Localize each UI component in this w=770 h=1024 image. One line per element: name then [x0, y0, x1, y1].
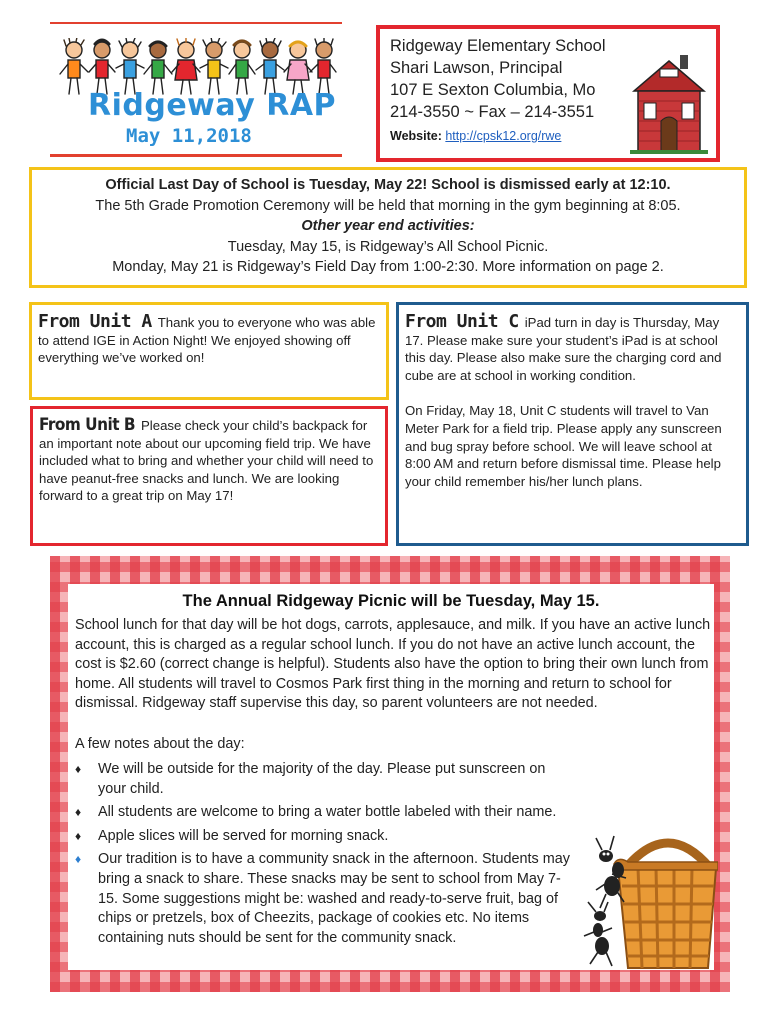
list-item [75, 803, 575, 823]
unit-c-heading: From Unit C [405, 311, 519, 332]
bullet-text: We will be outside for the majority of the day. Please put sunscreen on your child. [98, 761, 546, 797]
picnic-body: School lunch for that day will be hot dogs, carrots, applesauce, and milk. If you have an active lunch account, this is charged as a regular school lunch. If you do not have an active lunch account, the cost is $2.60 (correct change is helpful). Students also have the option to bring their own lunch from home. All students will travel to Cosmos Park first thing in the morning and return to school for dismissal. Ridgeway staff supervise this day, so parent volunteers are not needed. [75, 617, 711, 712]
promotion-notice: The 5th Grade Promotion Ceremony will be held that morning in the gym beginning at 8:05. [95, 197, 681, 214]
announcement-box [29, 167, 747, 288]
website-line [390, 129, 561, 143]
website-link[interactable]: http://cpsk12.org/rwe [445, 129, 562, 143]
last-day-notice: Official Last Day of School is Tuesday, May 22! School is dismissed early at 12:10. [105, 177, 671, 193]
school-info-box [376, 25, 720, 162]
field-day-notice: Monday, May 21 is Ridgeway’s Field Day from 1:00-2:30. More information on page 2. [112, 259, 664, 275]
unit-a-text: Thank you to everyone who was able to attend IGE in Action Night! We enjoyed showing off everything we’ve worked on! [38, 315, 376, 366]
phone-fax: 214-3550 ~ Fax – 214-3551 [390, 103, 595, 121]
school-name: Ridgeway Elementary School [390, 37, 606, 55]
newsletter-title: Ridgeway RAP [88, 88, 337, 123]
diamond-bullet-icon: ♦ [75, 762, 82, 776]
diamond-bullet-icon: ♦ [75, 828, 82, 843]
unit-b-box [30, 406, 388, 546]
other-activities-heading: Other year end activities: [301, 218, 475, 234]
unit-c-box [396, 302, 749, 546]
bullet-text: Apple slices will be served for morning snack. [98, 827, 389, 844]
unit-b-text: Please check your child’s backpack for an important note about our upcoming field trip. We have included what to bring and whether your child will need to have peanut-free snacks and lunch. We are looking forward to a great trip on May 17! [39, 418, 374, 504]
picnic-basket-with-ants-icon [578, 828, 718, 973]
newsletter-date: May 11,2018 [126, 125, 252, 147]
bullet-text: Our tradition is to have a community snack in the afternoon. Students may bring a snack to share. These snacks may be sent to school from May 7-15. Some suggestions might be: washed and ready-to-serve fruit, bag of chips or pretzels, box of Cheezits, package of cookies etc. No items containing nuts should be sent for the community snack. [98, 851, 570, 946]
picnic-title: The Annual Ridgeway Picnic will be Tuesday, May 15. [182, 592, 600, 610]
diamond-bullet-icon: ♦ [75, 852, 82, 867]
list-item [75, 827, 575, 847]
masthead [40, 18, 340, 168]
list-item [75, 760, 575, 799]
school-address [390, 35, 606, 123]
unit-b-heading: From Unit B [39, 415, 136, 435]
principal-name: Shari Lawson, Principal [390, 59, 563, 77]
list-item [75, 850, 575, 948]
bullet-text: All students are welcome to bring a water bottle labeled with their name. [98, 804, 557, 821]
unit-a-box [29, 302, 389, 400]
website-label: Website: [390, 129, 442, 143]
masthead-top-rule [50, 22, 342, 24]
unit-c-ipad-text: iPad turn in day is Thursday, May 17. Please make sure your student’s iPad is at school this day. Please also make sure the charging cord and cube are at school in working condition. [405, 315, 722, 383]
unit-a-heading: From Unit A [38, 311, 152, 332]
schoolhouse-icon [630, 51, 708, 155]
picnic-notes-intro: A few notes about the day: [75, 736, 245, 752]
unit-c-field-trip-text: On Friday, May 18, Unit C students will travel to Van Meter Park for a field trip. Please apply any sunscreen and bug spray before school. We will leave school at 8:00 AM and return before dismissal time. Please help your child remember his/her lunch plans. [405, 403, 722, 489]
picnic-notes-list [75, 760, 575, 952]
diamond-bullet-icon: ♦ [75, 805, 82, 820]
masthead-bottom-rule [50, 154, 342, 157]
street-address: 107 E Sexton Columbia, Mo [390, 81, 596, 99]
picnic-notice: Tuesday, May 15, is Ridgeway’s All School Picnic. [227, 238, 549, 255]
